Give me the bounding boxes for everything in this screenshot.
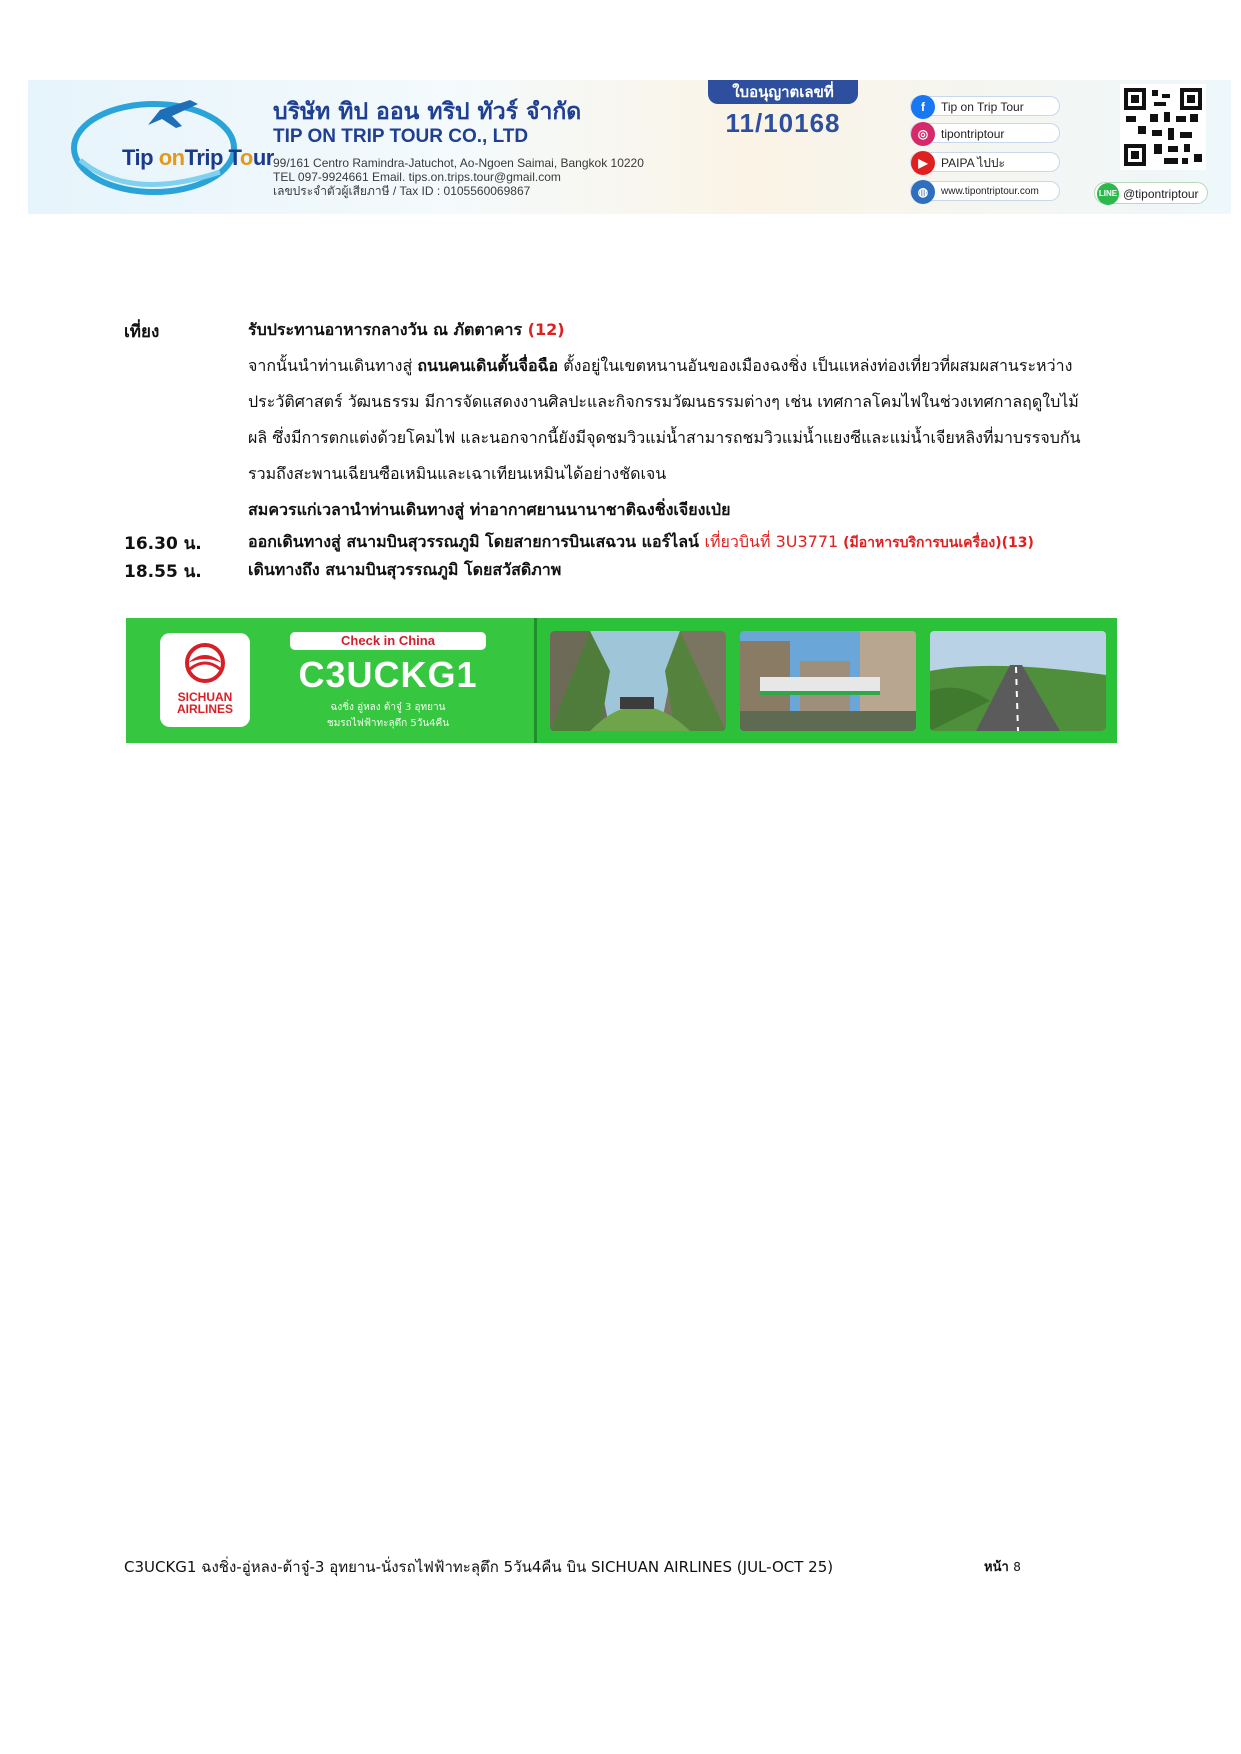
arrival-text: เดินทางถึง สนามบินสุวรรณภูมิ โดยสวัสดิภาพ xyxy=(248,560,562,579)
line-label: @tipontriptour xyxy=(1123,187,1199,201)
website-label: www.tipontriptour.com xyxy=(941,186,1039,197)
company-name-thai: บริษัท ทิป ออน ทริป ทัวร์ จำกัด xyxy=(273,99,582,125)
instagram-label: tipontriptour xyxy=(941,127,1005,141)
airline-name: SICHUAN AIRLINES xyxy=(176,690,233,716)
check-in-china-label: Check in China xyxy=(290,632,486,650)
photo-canyon xyxy=(550,631,726,731)
lunch-meal-number: (12) xyxy=(527,320,565,339)
departure-time: 16.30 น. xyxy=(124,534,202,554)
logo-wordmark: Tip onTrip Tour xyxy=(122,145,274,170)
instagram-icon: ◎ xyxy=(911,122,935,146)
company-tax-id: เลขประจำตัวผู้เสียภาษี / Tax ID : 0105560069867 xyxy=(273,184,531,198)
facebook-label: Tip on Trip Tour xyxy=(941,100,1024,114)
company-name-english: TIP ON TRIP TOUR CO., LTD xyxy=(273,126,529,147)
company-address: 99/161 Centro Ramindra-Jatuchot, Ao-Ngoen Saimai, Bangkok 10220 xyxy=(273,156,644,170)
website-link[interactable] xyxy=(910,181,1060,201)
footer-page-number: หน้า 8 xyxy=(984,1560,1021,1575)
line-icon: LINE xyxy=(1097,183,1119,205)
arrival-time: 18.55 น. xyxy=(124,562,202,582)
youtube-icon: ▶ xyxy=(911,151,935,175)
instagram-link[interactable] xyxy=(910,123,1060,143)
tour-promo-banner xyxy=(126,618,1117,743)
lunch-text: รับประทานอาหารกลางวัน ณ ภัตตาคาร (12) xyxy=(248,320,565,339)
company-contact: TEL 097-9924661 Email. tips.on.trips.tour@gmail.com xyxy=(273,170,561,184)
facebook-link[interactable] xyxy=(910,96,1060,116)
promo-subtitle-1: ฉงชิ่ง อู่หลง ต้าจู๋ 3 อุทยาน xyxy=(330,702,446,713)
youtube-link[interactable] xyxy=(910,152,1060,172)
license-number: 11/10168 xyxy=(725,108,841,138)
promo-subtitle-2: ชมรถไฟฟ้าทะลุตึก 5วัน4คืน xyxy=(326,718,450,729)
promo-divider xyxy=(534,618,537,743)
footer-program-title: C3UCKG1 ฉงชิ่ง-อู่หลง-ต้าจู๋-3 อุทยาน-นั่งรถไฟฟ้าทะลุตึก 5วัน4คืน บิน SICHUAN AIRLINES (JUL-OCT 25) xyxy=(124,1558,834,1576)
walking-street-name: ถนนคนเดินตั้นจื่อฉือ xyxy=(417,356,559,375)
flight-meal-note: (มีอาหารบริการบนเครื่อง)(13) xyxy=(838,535,1034,551)
company-logo xyxy=(70,90,274,202)
facebook-icon: f xyxy=(911,95,935,119)
website-icon: ◍ xyxy=(911,180,935,204)
lunch-label: เที่ยง xyxy=(124,322,160,342)
flight-number: เที่ยวบินที่ 3U3771 xyxy=(704,532,839,551)
airport-transfer-text: สมควรแก่เวลานำท่านเดินทางสู่ ท่าอากาศยานนานาชาติฉงชิ่งเจียงเป่ย xyxy=(248,500,731,519)
photo-monorail xyxy=(740,631,916,731)
youtube-label: PAIPA ไปปะ xyxy=(941,156,1005,170)
company-header-banner xyxy=(28,80,1231,214)
paragraph-line-1: จากนั้นนำท่านเดินทางสู่ ถนนคนเดินตั้นจื่อฉือ ตั้งอยู่ในเขตหนานอันของเมืองฉงชิ่ง เป็นแหล่งท่องเที่ยวที่ผสมผสานระหว่าง xyxy=(248,356,1073,375)
sichuan-airlines-logo xyxy=(160,633,250,727)
tour-code: C3UCKG1 xyxy=(298,654,478,695)
qr-code-graphic xyxy=(1120,84,1206,170)
photo-mountain-road xyxy=(930,631,1106,731)
sichuan-bird-icon xyxy=(160,633,250,693)
line-link[interactable] xyxy=(1094,182,1208,204)
departure-text: ออกเดินทางสู่ สนามบินสุวรรณภูมิ โดยสายการบินเสฉวน แอร์ไลน์ เที่ยวบินที่ 3U3771 (มีอาหารบริการบนเครื่อง)(13) xyxy=(248,532,1034,551)
license-label: ใบอนุญาตเลขที่ xyxy=(708,80,858,104)
paragraph-line-4: รวมถึงสะพานเฉียนซือเหมินและเฉาเทียนเหมินได้อย่างชัดเจน xyxy=(248,464,667,483)
license-box xyxy=(700,80,866,144)
qr-code-icon[interactable] xyxy=(1120,84,1206,170)
paragraph-line-3: ผลิ ซึ่งมีการตกแต่งด้วยโคมไฟ และนอกจากนี้ยังมีจุดชมวิวแม่น้ำสามารถชมวิวแม่น้ำแยงซีและแม่น้ำเจียหลิงที่มาบรรจบกัน xyxy=(248,428,1081,447)
paragraph-line-2: ประวัติศาสตร์ วัฒนธรรม มีการจัดแสดงงานศิลปะและกิจกรรมวัฒนธรรมต่างๆ เช่น เทศกาลโคมไฟในช่วงเทศกาลฤดูใบไม้ xyxy=(248,392,1079,411)
